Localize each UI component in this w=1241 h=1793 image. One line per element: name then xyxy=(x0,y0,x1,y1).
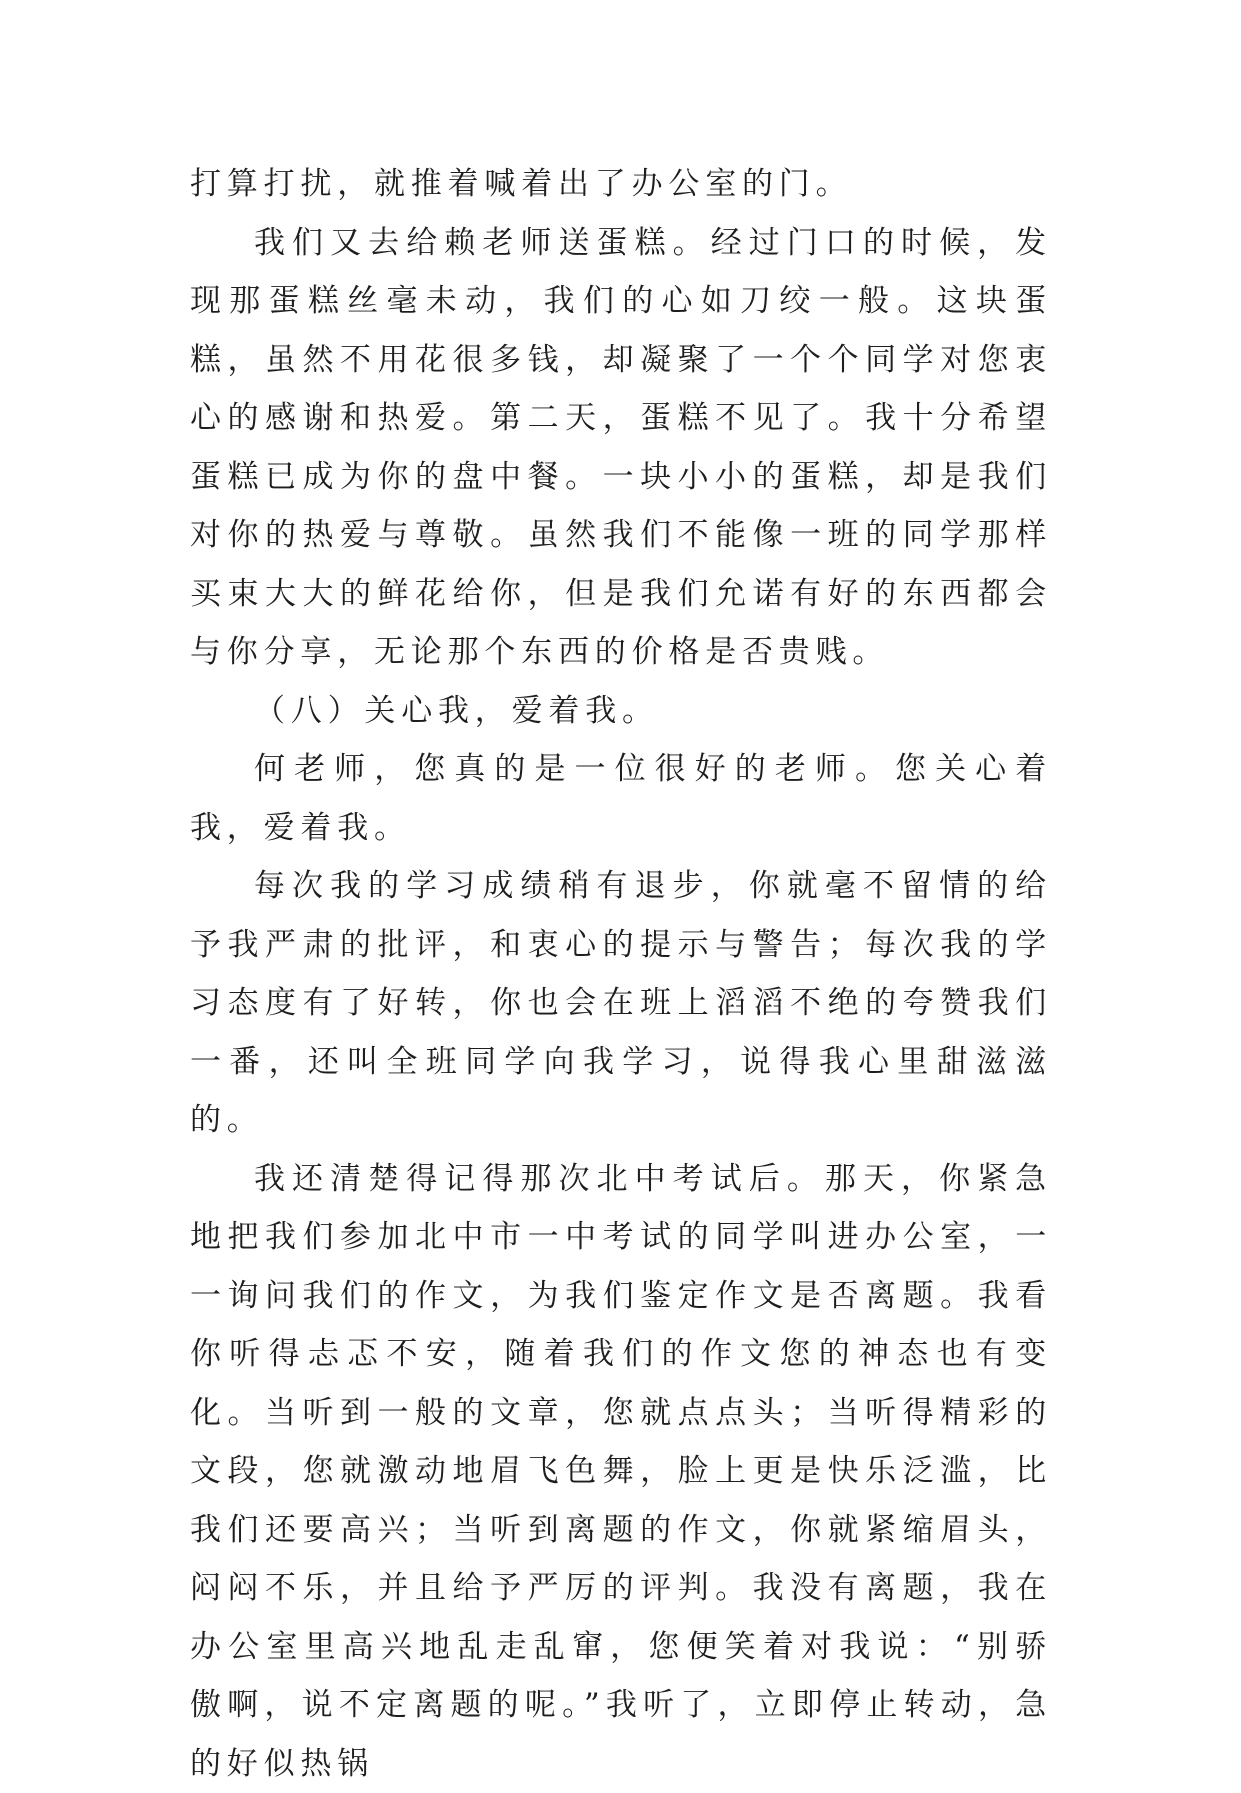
paragraph: 何老师，您真的是一位很好的老师。您关心着我，爱着我。 xyxy=(190,740,1052,857)
section-heading: （八）关心我，爱着我。 xyxy=(190,682,1052,741)
paragraph: 我们又去给赖老师送蛋糕。经过门口的时候，发现那蛋糕丝毫未动，我们的心如刀绞一般。这块蛋糕，虽然不用花很多钱，却凝聚了一个个同学对您衷心的感谢和热爱。第二天，蛋糕不见了。我十分希望蛋糕已成为你的盘中餐。一块小小的蛋糕，却是我们对你的热爱与尊敬。虽然我们不能像一班的同学那样买束大大的鲜花给你，但是我们允诺有好的东西都会与你分享，无论那个东西的价格是否贵贱。 xyxy=(190,214,1052,682)
paragraph: 打算打扰，就推着喊着出了办公室的门。 xyxy=(190,155,1052,214)
paragraph: 每次我的学习成绩稍有退步，你就毫不留情的给予我严肃的批评，和衷心的提示与警告；每次我的学习态度有了好转，你也会在班上滔滔不绝的夸赞我们一番，还叫全班同学向我学习，说得我心里甜滋滋的。 xyxy=(190,857,1052,1150)
paragraph: 我还清楚得记得那次北中考试后。那天，你紧急地把我们参加北中市一中考试的同学叫进办公室，一一询问我们的作文，为我们鉴定作文是否离题。我看你听得忐忑不安，随着我们的作文您的神态也有变化。当听到一般的文章，您就点点头；当听得精彩的文段，您就激动地眉飞色舞，脸上更是快乐泛滥，比我们还要高兴；当听到离题的作文，你就紧缩眉头，闷闷不乐，并且给予严厉的评判。我没有离题，我在办公室里高兴地乱走乱窜，您便笑着对我说：“别骄傲啊，说不定离题的呢。”我听了，立即停止转动，急的好似热锅 xyxy=(190,1150,1052,1793)
document-body xyxy=(190,155,1052,1793)
